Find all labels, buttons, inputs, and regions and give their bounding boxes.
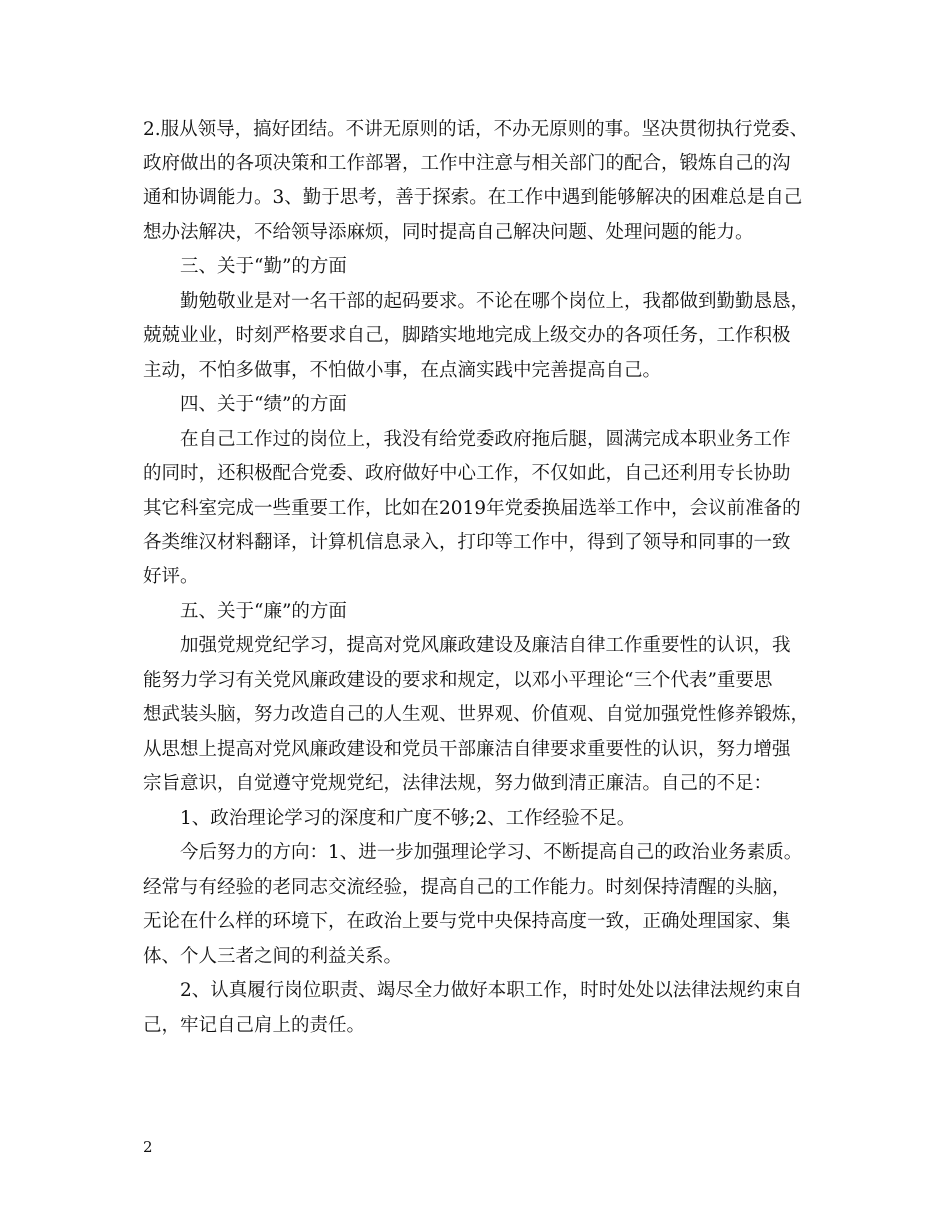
section-heading: 四、关于“绩”的方面 <box>143 394 347 415</box>
text-line: 2、认真履行岗位职责、竭尽全力做好本职工作，时时处处以法律法规约束自 <box>143 980 803 1001</box>
text-line: 体、个人三者之间的利益关系。 <box>143 946 403 967</box>
text-line: 无论在什么样的环境下，在政治上要与党中央保持高度一致，正确处理国家、集 <box>143 911 791 932</box>
text-line: 各类维汉材料翻译，计算机信息录入，打印等工作中，得到了领导和同事的一致 <box>143 532 791 553</box>
text-line: 政府做出的各项决策和工作部署，工作中注意与相关部门的配合，锻炼自己的沟 <box>143 153 791 174</box>
text-line: 的同时，还积极配合党委、政府做好中心工作，不仅如此，自己还利用专长协助 <box>143 463 791 484</box>
text-line: 经常与有经验的老同志交流经验，提高自己的工作能力。时刻保持清醒的头脑， <box>143 877 791 898</box>
text-line: 今后努力的方向：1、进一步加强理论学习、不断提高自己的政治业务素质。 <box>143 842 803 863</box>
text-line: 兢兢业业，时刻严格要求自己，脚踏实地地完成上级交办的各项任务，工作积极 <box>143 325 791 346</box>
text-line: 通和协调能力。3、勤于思考，善于探索。在工作中遇到能够解决的困难总是自己 <box>143 187 803 208</box>
section-heading: 三、关于“勤”的方面 <box>143 256 347 277</box>
text-line: 己，牢记自己肩上的责任。 <box>143 1015 366 1036</box>
text-line: 加强党规党纪学习，提高对党风廉政建设及廉洁自律工作重要性的认识，我 <box>143 635 791 656</box>
text-line: 好评。 <box>143 566 199 587</box>
text-line: 能努力学习有关党风廉政建设的要求和规定，以邓小平理论“三个代表”重要思 <box>143 670 773 691</box>
page-number: 2 <box>143 1138 153 1156</box>
text-line: 在自己工作过的岗位上，我没有给党委政府拖后腿，圆满完成本职业务工作 <box>143 429 791 450</box>
section-heading: 五、关于“廉”的方面 <box>143 601 347 622</box>
text-line: 从思想上提高对党风廉政建设和党员干部廉洁自律要求重要性的认识，努力增强 <box>143 739 791 760</box>
text-line: 宗旨意识，自觉遵守党规党纪，法律法规，努力做到清正廉洁。自己的不足： <box>143 773 773 794</box>
text-line: 1、政治理论学习的深度和广度不够;2、工作经验不足。 <box>143 808 636 829</box>
text-line: 其它科室完成一些重要工作，比如在2019年党委换届选举工作中，会议前准备的 <box>143 498 801 519</box>
text-line: 2.服从领导，搞好团结。不讲无原则的话，不办无原则的事。坚决贯彻执行党委、 <box>143 119 809 140</box>
text-line: 主动，不怕多做事，不怕做小事，在点滴实践中完善提高自己。 <box>143 360 662 381</box>
text-line: 想办法解决，不给领导添麻烦，同时提高自己解决问题、处理问题的能力。 <box>143 222 754 243</box>
text-line: 想武装头脑，努力改造自己的人生观、世界观、价值观、自觉加强党性修养锻炼， <box>143 704 810 725</box>
text-line: 勤勉敬业是对一名干部的起码要求。不论在哪个岗位上，我都做到勤勤恳恳， <box>143 291 810 312</box>
